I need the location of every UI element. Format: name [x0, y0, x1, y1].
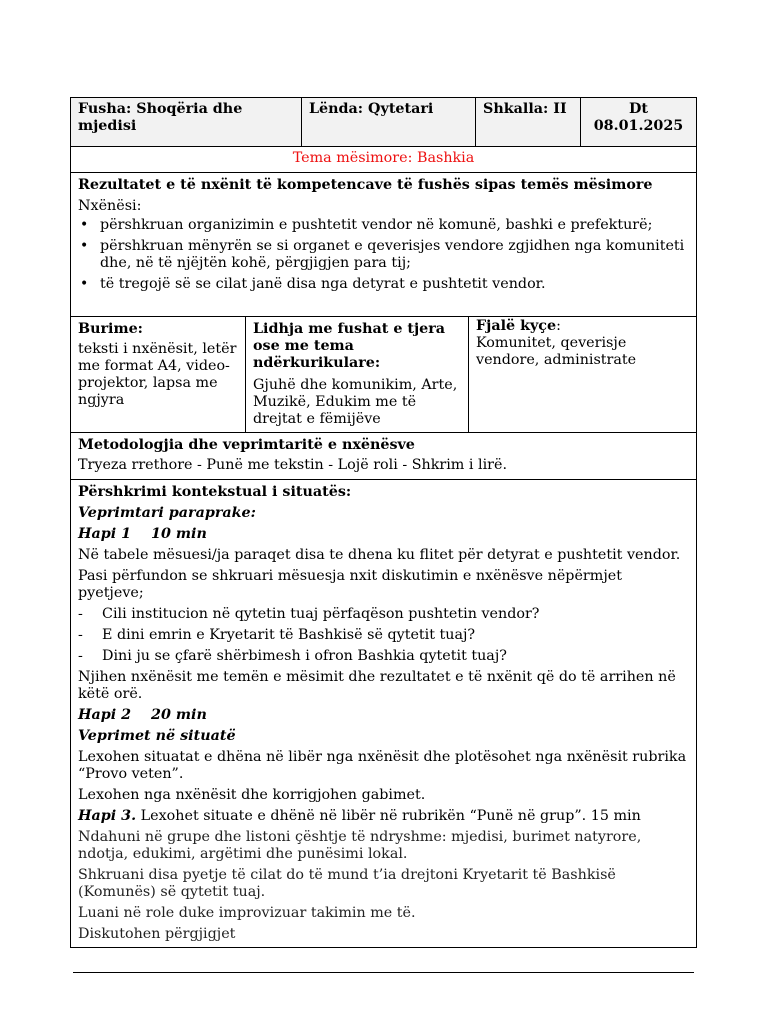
fjale-text: Komunitet, qeverisje vendore, administrate [476, 335, 637, 368]
hapi3-paragraph: Diskutohen përgjigjet [78, 926, 236, 942]
metodologjia-title: Metodologjia dhe veprimtaritë e nxënësve [78, 437, 415, 453]
rezultatet-intro: Nxënësi: [78, 198, 142, 214]
hapi2-paragraph: Lexohen situatat e dhëna në libër nga nxënësit dhe plotësohet nga nxënësit rubrika “Provo veten”. [78, 749, 687, 782]
pershkrimi-row [71, 479, 696, 947]
rezultatet-cell [71, 173, 696, 316]
metodologjia-text: Tryeza rrethore - Punë me tekstin - Lojë roli - Shkrim i lirë. [78, 457, 507, 473]
veprimtari-heading: Veprimtari paraprake: [78, 505, 256, 521]
date-label: Dt [628, 101, 648, 117]
metodologjia-cell [71, 433, 696, 479]
fjale-cell [468, 317, 696, 432]
list-item: • përshkruan mënyrën se si organet e qeverisjes vendore zgjidhen nga komuniteti dhe, në të njëjtën kohë, përgjigjen para tij; [100, 238, 689, 272]
resources-row [71, 316, 696, 432]
list-item: • të tregojë së se cilat janë disa nga detyrat e pushtetit vendor. [100, 276, 689, 293]
hapi1-paragraph: Njihen nxënësit me temën e mësimit dhe rezultatet e të nxënit që do të arrihen në këtë orë. [78, 669, 676, 702]
rezultatet-row [71, 172, 696, 316]
tema-title: Tema mësimore: Bashkia [292, 150, 475, 166]
hapi3-line [78, 808, 689, 825]
fusha-cell: Fusha: Shoqëria dhe mjedisi [71, 98, 301, 146]
pershkrimi-cell [71, 480, 696, 947]
hapi3-text: Lexohet situate e dhënë në libër në rubrikën “Punë në grup”. 15 min [136, 808, 641, 824]
date-cell [580, 98, 696, 146]
hapi3-paragraph: Luani në role duke improvizuar takimin me të. [78, 905, 416, 921]
burime-cell [71, 317, 245, 432]
list-item: • përshkruan organizimin e pushtetit vendor në komunë, bashki e prefekturë; [100, 217, 689, 234]
tema-row [71, 146, 696, 172]
burime-text: teksti i nxënësit, letër me format A4, video-projektor, lapsa me ngjyra [78, 341, 237, 408]
shkalla-cell: Shkalla: II [475, 98, 580, 146]
footer-divider [73, 972, 694, 973]
lidhja-title: Lidhja me fushat e tjera ose me tema ndërkurikulare: [253, 321, 446, 371]
rezultatet-title: Rezultatet e të nxënit të kompetencave të fushës sipas temës mësimore [78, 177, 653, 193]
hapi3-paragraph: Ndahuni në grupe dhe listoni çështje të ndryshme: mjedisi, burimet natyrore, ndotja, edukimi, argëtimi dhe punësimi lokal. [78, 829, 642, 862]
question-item: - Dini ju se çfarë shërbimesh i ofron Bashkia qytetit tuaj? [78, 648, 507, 664]
lesson-plan-table [70, 97, 697, 948]
veprimet-heading: Veprimet në situatë [78, 728, 236, 744]
rezultatet-list [78, 217, 689, 293]
question-item: - E dini emrin e Kryetarit të Bashkisë së qytetit tuaj? [78, 627, 476, 643]
hapi3-heading: Hapi 3. [78, 808, 137, 824]
question-item: - Cili institucion në qytetin tuaj përfaqëson pushtetin vendor? [78, 606, 540, 622]
header-row [71, 98, 696, 146]
date-value: 08.01.2025 [593, 118, 684, 134]
fjale-title: Fjalë kyçe [476, 318, 557, 334]
hapi1-paragraph: Në tabele mësuesi/ja paraqet disa te dhena ku flitet për detyrat e pushtetit vendor. [78, 547, 681, 563]
lidhja-cell [245, 317, 468, 432]
lidhja-text: Gjuhë dhe komunikim, Arte, Muzikë, Edukim me të drejtat e fëmijëve [253, 377, 458, 427]
hapi2-paragraph: Lexohen nga nxënësit dhe korrigjohen gabimet. [78, 787, 426, 803]
lenda-cell: Lënda: Qytetari [301, 98, 475, 146]
metodologjia-row [71, 432, 696, 479]
pershkrimi-title: Përshkrimi kontekstual i situatës: [78, 484, 352, 500]
hapi1-heading: Hapi 1 10 min [78, 526, 207, 542]
hapi2-heading: Hapi 2 20 min [78, 707, 207, 723]
hapi1-paragraph: Pasi përfundon se shkruari mësuesja nxit diskutimin e nxënësve nëpërmjet pyetjeve; [78, 568, 622, 601]
burime-title: Burime: [78, 321, 143, 337]
hapi3-paragraph: Shkruani disa pyetje të cilat do të mund t’ia drejtoni Kryetarit të Bashkisë (Komunës) së qytetit tuaj. [78, 867, 616, 900]
fjale-colon: : [556, 318, 561, 334]
